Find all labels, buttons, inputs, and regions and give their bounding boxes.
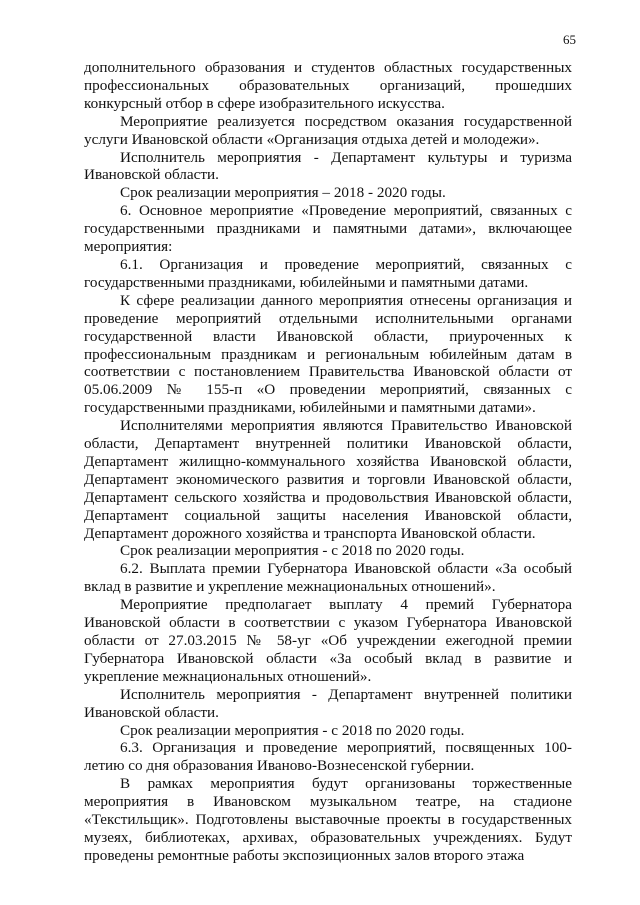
paragraph: К сфере реализации данного мероприятия отнесены организация и проведение мероприятий отдельными исполнительными органами государственной власти Ивановской области, приуроченных к профессиональным праздникам и региональным юбилейным датам в соответствии с постановлением Правительства Ивановской области от 05.06.2009 № 155-п «О проведении мероприятий, связанных с государственными праздниками, юбилейными и памятными датами». xyxy=(84,291,572,417)
paragraph: Срок реализации мероприятия – 2018 - 2020 годы. xyxy=(120,184,446,202)
paragraph: Исполнитель мероприятия - Департамент культуры и туризма Ивановской области. xyxy=(84,148,572,184)
document-body xyxy=(84,59,572,865)
paragraph: Срок реализации мероприятия - с 2018 по 2020 годы. xyxy=(120,721,465,739)
paragraph: 6. Основное мероприятие «Проведение мероприятий, связанных с государственными праздниками и памятными датами», включающее мероприятия: xyxy=(84,202,572,256)
paragraph: В рамках мероприятия будут организованы торжественные мероприятия в Ивановском музыкальном театре, на стадионе «Текстильщик». Подготовлены выставочные проекты в государственных музеях, библиотеках, архивах, образовательных учреждениях. Будут проведены ремонтные работы экспозиционных залов второго этажа xyxy=(84,775,572,864)
paragraph: Исполнителями мероприятия являются Правительство Ивановской области, Департамент внутренней политики Ивановской области, Департамент жилищно-коммунального хозяйства Ивановской области, Департамент экономического развития и торговли Ивановской области, Департамент сельского хозяйства и продовольствия Ивановской области, Департамент социальной защиты населения Ивановской области, Департамент дорожного хозяйства и транспорта Ивановской области. xyxy=(84,417,572,542)
paragraph: Мероприятие реализуется посредством оказания государственной услуги Ивановской области «Организация отдыха детей и молодежи». xyxy=(84,112,572,148)
paragraph: 6.3. Организация и проведение мероприятий, посвященных 100-летию со дня образования Иваново-Вознесенской губернии. xyxy=(84,739,572,775)
page-number: 65 xyxy=(563,32,576,47)
paragraph: Срок реализации мероприятия - с 2018 по 2020 годы. xyxy=(120,542,465,560)
paragraph: Мероприятие предполагает выплату 4 премий Губернатора Ивановской области в соответствии с указом Губернатора Ивановской области от 27.03.2015 № 58-уг «Об учреждении ежегодной премии Губернатора Ивановской области «За особый вклад в развитие и укрепление межнациональных отношений». xyxy=(84,596,572,685)
paragraph: Исполнитель мероприятия - Департамент внутренней политики Ивановской области. xyxy=(84,685,572,721)
paragraph: дополнительного образования и студентов областных государственных профессиональных образовательных организаций, прошедших конкурсный отбор в сфере изобразительного искусства. xyxy=(84,59,572,112)
paragraph: 6.2. Выплата премии Губернатора Ивановской области «За особый вклад в развитие и укрепление межнациональных отношений». xyxy=(84,560,572,596)
paragraph: 6.1. Организация и проведение мероприятий, связанных с государственными праздниками, юбилейными и памятными датами. xyxy=(84,255,572,291)
